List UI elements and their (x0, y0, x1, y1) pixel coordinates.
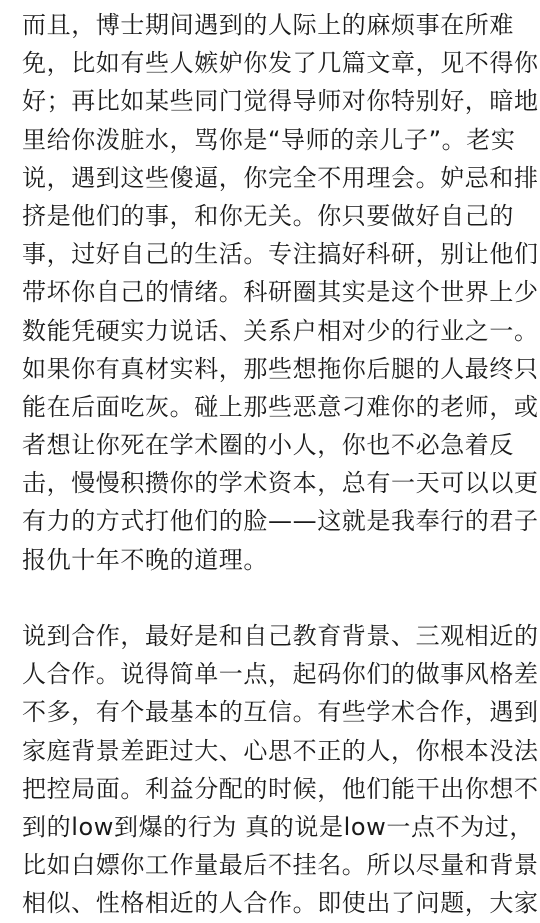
text-line: 而且，博士期间遇到的人际上的麻烦事在所难 (22, 11, 514, 39)
paragraph-interpersonal (22, 6, 539, 579)
text-line: 者想让你死在学术圈的小人，你也不必急着反 (22, 431, 514, 460)
text-line: 说到合作，最好是和自己教育背景、三观相近的 (22, 622, 539, 650)
text-line: 不多，有个最基本的互信。有些学术合作，遇到 (22, 698, 539, 727)
text-line: 数能凭硬实力说话、关系户相对少的行业之一。 (22, 316, 539, 345)
text-line: 人合作。说得简单一点，起码你们的做事风格差 (22, 660, 539, 689)
text-line: 有力的方式打他们的脸——这就是我奉行的君子 (22, 507, 539, 536)
text-line: 能在后面吃灰。碰上那些恶意刁难你的老师，或 (22, 392, 539, 421)
text-line: 里给你泼脏水，骂你是“导师的亲儿子”。老实 (22, 125, 516, 154)
text-line: 比如白嫖你工作量最后不挂名。所以尽量和背景 (22, 851, 539, 880)
text-line: 家庭背景差距过大、心思不正的人，你根本没法 (22, 736, 539, 765)
text-line: 免，比如有些人嫉妒你发了几篇文章，见不得你 (22, 49, 539, 78)
text-line: 到的low到爆的行为 真的说是low一点不为过， (22, 812, 534, 841)
text-line: 把控局面。利益分配的时候，他们能干出你想不 (22, 774, 539, 803)
text-line: 事，过好自己的生活。专注搞好科研，别让他们 (22, 240, 539, 269)
text-line: 击，慢慢积攒你的学术资本，总有一天可以以更 (22, 469, 539, 498)
paragraph-collaboration (22, 617, 539, 923)
text-line: 报仇十年不晚的道理。 (22, 545, 268, 574)
text-line: 挤是他们的事，和你无关。你只要做好自己的 (22, 201, 514, 230)
text-line: 带坏你自己的情绪。科研圈其实是这个世界上少 (22, 278, 539, 307)
text-line: 相似、性格相近的人合作。即使出了问题，大家 (22, 889, 539, 918)
paragraph-spacer (22, 579, 518, 617)
text-line: 如果你有真材实料，那些想拖你后腿的人最终只 (22, 354, 539, 383)
text-line: 说，遇到这些傻逼，你完全不用理会。妒忌和排 (22, 163, 539, 192)
text-line: 好；再比如某些同门觉得导师对你特别好，暗地 (22, 87, 539, 116)
